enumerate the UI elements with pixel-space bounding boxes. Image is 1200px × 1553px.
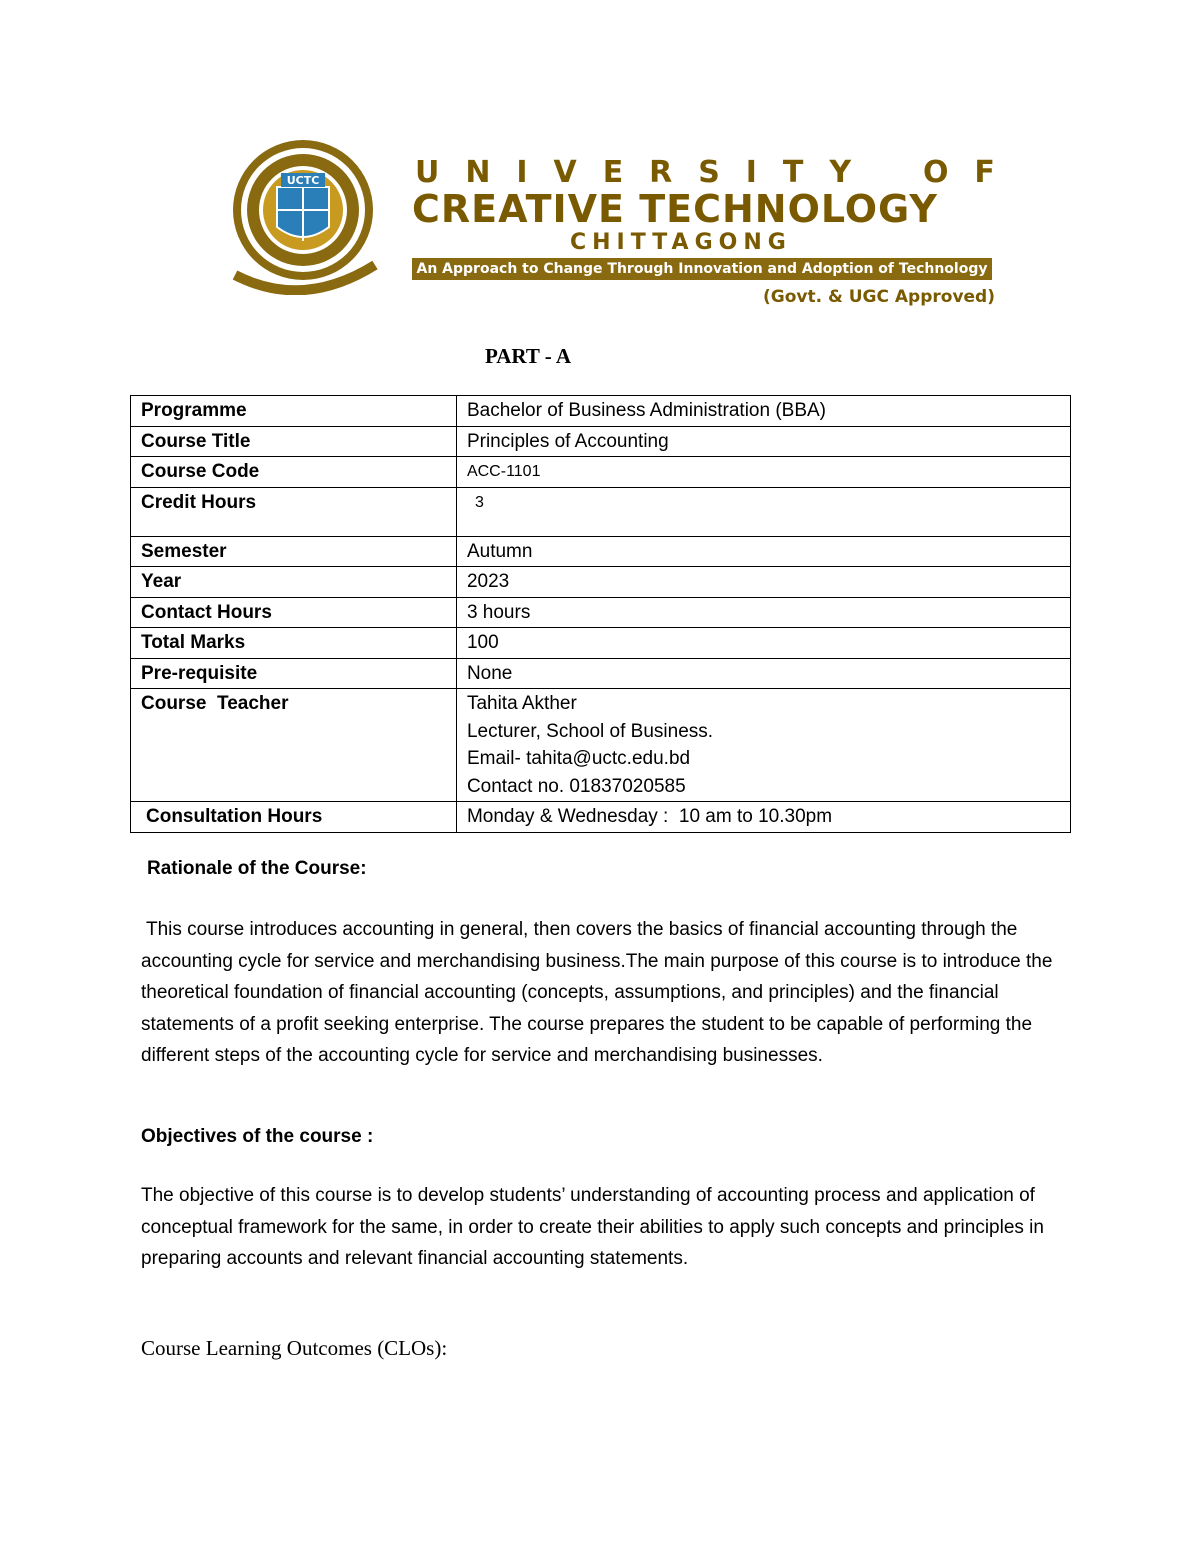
teacher-email[interactable]: Email- tahita@uctc.edu.bd bbox=[466, 748, 691, 769]
table-row bbox=[131, 689, 1071, 802]
table-row bbox=[131, 536, 1071, 567]
course-code-value: ACC-1101 bbox=[456, 457, 1070, 488]
total-marks-value: 100 bbox=[456, 628, 1070, 659]
svg-text:UCTC: UCTC bbox=[286, 174, 320, 187]
course-code-label: Course Code bbox=[131, 457, 457, 488]
year-label: Year bbox=[131, 567, 457, 598]
consultation-label: Consultation Hours bbox=[131, 802, 457, 833]
table-row bbox=[131, 457, 1071, 488]
programme-value: Bachelor of Business Administration (BBA) bbox=[456, 396, 1070, 427]
credit-hours-value: 3 bbox=[456, 487, 1070, 536]
year-value: 2023 bbox=[456, 567, 1070, 598]
university-name-line2: CREATIVE TECHNOLOGY bbox=[412, 187, 938, 231]
semester-label: Semester bbox=[131, 536, 457, 567]
part-title: PART - A bbox=[485, 344, 571, 368]
university-seal-icon bbox=[215, 135, 390, 295]
clo-heading: Course Learning Outcomes (CLOs): bbox=[141, 1336, 448, 1360]
course-title-value: Principles of Accounting bbox=[456, 426, 1070, 457]
rationale-heading: Rationale of the Course: bbox=[147, 858, 367, 879]
table-row bbox=[131, 802, 1071, 833]
table-row bbox=[131, 487, 1071, 536]
table-row bbox=[131, 396, 1071, 427]
table-row bbox=[131, 658, 1071, 689]
course-info-table bbox=[130, 395, 1071, 833]
contact-hours-label: Contact Hours bbox=[131, 597, 457, 628]
approval-note: (Govt. & UGC Approved) bbox=[763, 287, 995, 307]
teacher-name: Tahita Akther bbox=[466, 693, 577, 714]
table-row bbox=[131, 597, 1071, 628]
university-city: CHITTAGONG bbox=[570, 230, 792, 255]
contact-hours-value: 3 hours bbox=[456, 597, 1070, 628]
credit-hours-label: Credit Hours bbox=[131, 487, 457, 536]
table-row bbox=[131, 567, 1071, 598]
course-title-label: Course Title bbox=[131, 426, 457, 457]
total-marks-label: Total Marks bbox=[131, 628, 457, 659]
teacher-contact: Contact no. 01837020585 bbox=[466, 775, 686, 797]
semester-value: Autumn bbox=[456, 536, 1070, 567]
university-name-line1: U N I V E R S I T Y O F bbox=[415, 155, 995, 190]
teacher-label: Course Teacher bbox=[131, 689, 457, 802]
university-tagline: An Approach to Change Through Innovation and Adoption of Technology bbox=[412, 258, 992, 280]
table-row bbox=[131, 628, 1071, 659]
prerequisite-value: None bbox=[456, 658, 1070, 689]
rationale-text: This course introduces accounting in general, then covers the basics of financial accounting through the accounting cycle for service and merchandising business.The main purpose of this course is to introduce the theoretical foundation of financial accounting (concepts, assumptions, and principles) and the financial statements of a profit seeking enterprise. The course prepares the student to be capable of performing the different steps of the accounting cycle for service and merchandising businesses. bbox=[141, 919, 1053, 1067]
teacher-details bbox=[456, 689, 1070, 802]
programme-label: Programme bbox=[131, 396, 457, 427]
objectives-heading: Objectives of the course : bbox=[141, 1126, 374, 1147]
objectives-text: The objective of this course is to develop students’ understanding of accounting process and application of conceptual framework for the same, in order to create their abilities to apply such concepts and principles in preparing accounts and relevant financial accounting statements. bbox=[141, 1185, 1044, 1270]
consultation-value: Monday & Wednesday : 10 am to 10.30pm bbox=[456, 802, 1070, 833]
prerequisite-label: Pre-requisite bbox=[131, 658, 457, 689]
university-logo bbox=[215, 135, 1000, 305]
teacher-designation: Lecturer, School of Business. bbox=[466, 720, 714, 742]
table-row bbox=[131, 426, 1071, 457]
